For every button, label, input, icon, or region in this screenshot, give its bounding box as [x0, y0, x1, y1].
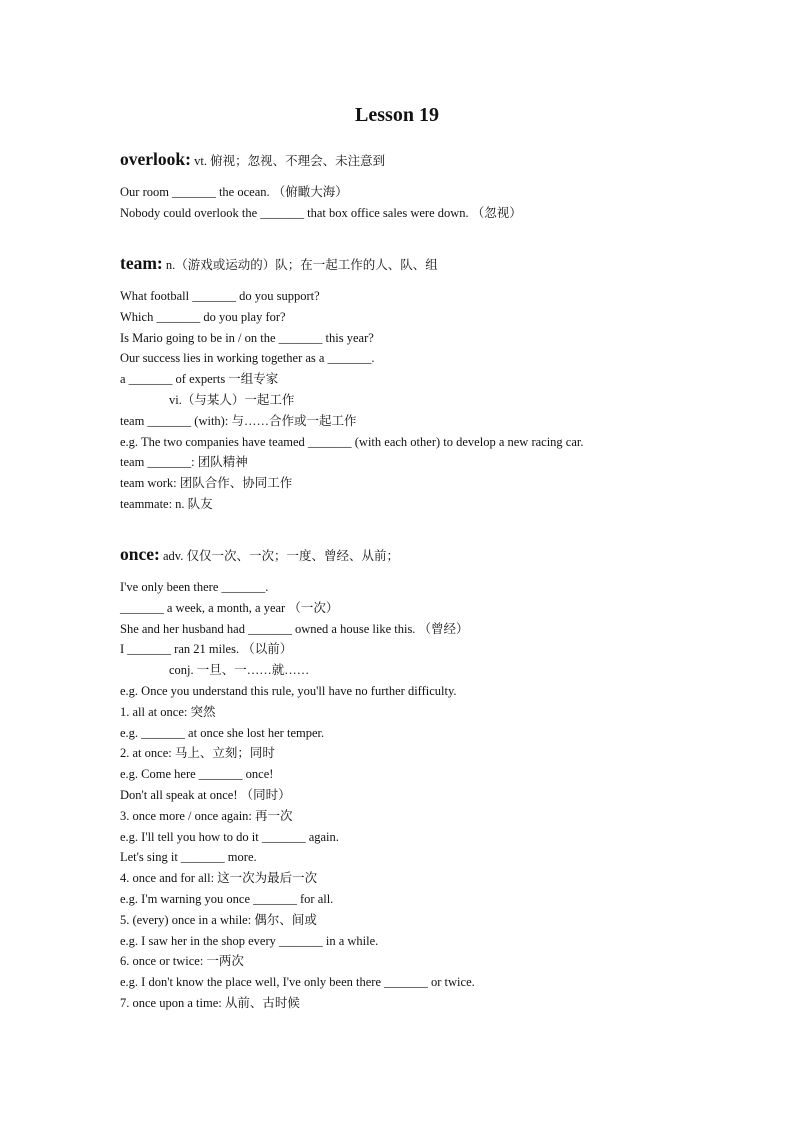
entry-line: conj. 一旦、一……就……	[169, 663, 310, 678]
entry-line: 3. once more / once again: 再一次	[120, 808, 293, 823]
headword: once:	[120, 544, 160, 564]
page-title: Lesson 19	[355, 104, 439, 126]
entry-lines	[120, 182, 760, 224]
entry-line: e.g. I'm warning you once _______ for all.	[120, 891, 334, 906]
entry-line: I've only been there _______.	[120, 580, 269, 594]
entry-line: 5. (every) once in a while: 偶尔、间或	[120, 912, 317, 927]
entry-line: e.g. I'll tell you how to do it _______ again.	[120, 829, 339, 844]
entry-team	[120, 253, 760, 515]
entry-line: Let's sing it _______ more.	[120, 850, 257, 865]
entry-heading	[120, 253, 760, 273]
entry-line: team _______: 团队精神	[120, 455, 248, 470]
entry-line: vi.（与某人）一起工作	[169, 392, 295, 407]
entry-line: a _______ of experts 一组专家	[120, 372, 279, 387]
entry-line: team _______ (with): 与……合作或一起工作	[120, 413, 357, 428]
definition: vt. 俯视；忽视、不理会、未注意到	[190, 154, 386, 168]
definition: n.（游戏或运动的）队；在一起工作的人、队、组	[162, 258, 438, 272]
entry-overlook	[120, 149, 760, 224]
entry-line: team work: 团队合作、协同工作	[120, 476, 293, 491]
entry-line: Nobody could overlook the _______ that box office sales were down. （忽视）	[120, 205, 522, 220]
entry-line: What football _______ do you support?	[120, 289, 320, 303]
entry-line: 2. at once: 马上、立刻；同时	[120, 746, 275, 761]
entry-line: Our room _______ the ocean. （俯瞰大海）	[120, 185, 348, 199]
entry-line: e.g. The two companies have teamed _______ (with each other) to develop a new racing car.	[120, 434, 584, 449]
entry-line: e.g. Come here _______ once!	[120, 767, 274, 782]
entry-lines	[120, 286, 760, 515]
entry-line: e.g. Once you understand this rule, you'll have no further difficulty.	[120, 683, 457, 698]
entry-line: Our success lies in working together as a _______.	[120, 351, 375, 366]
entry-line: e.g. I saw her in the shop every _______ in a while.	[120, 933, 379, 948]
entry-line: _______ a week, a month, a year （一次）	[120, 600, 339, 615]
entry-line: 6. once or twice: 一两次	[120, 954, 244, 969]
entry-line: e.g. _______ at once she lost her temper.	[120, 725, 325, 740]
entry-line: Is Mario going to be in / on the _______ this year?	[120, 330, 374, 345]
entry-line: teammate: n. 队友	[120, 496, 213, 511]
entry-lines	[120, 577, 760, 1014]
entry-line: 1. all at once: 突然	[120, 704, 216, 719]
entry-line: Don't all speak at once! （同时）	[120, 787, 291, 802]
entry-line: e.g. I don't know the place well, I've only been there _______ or twice.	[120, 975, 475, 990]
entry-line: Which _______ do you play for?	[120, 309, 286, 324]
entry-line: She and her husband had _______ owned a house like this. （曾经）	[120, 621, 469, 636]
entry-once	[120, 544, 760, 1014]
entry-heading	[120, 544, 760, 564]
headword: team:	[120, 253, 163, 273]
entry-line: 4. once and for all: 这一次为最后一次	[120, 871, 318, 886]
entry-line: I _______ ran 21 miles. （以前）	[120, 642, 293, 657]
headword: overlook:	[120, 149, 191, 169]
entry-line: 7. once upon a time: 从前、古时候	[120, 995, 300, 1010]
entry-heading	[120, 149, 760, 169]
definition: adv. 仅仅一次、一次；一度、曾经、从前；	[159, 549, 399, 563]
